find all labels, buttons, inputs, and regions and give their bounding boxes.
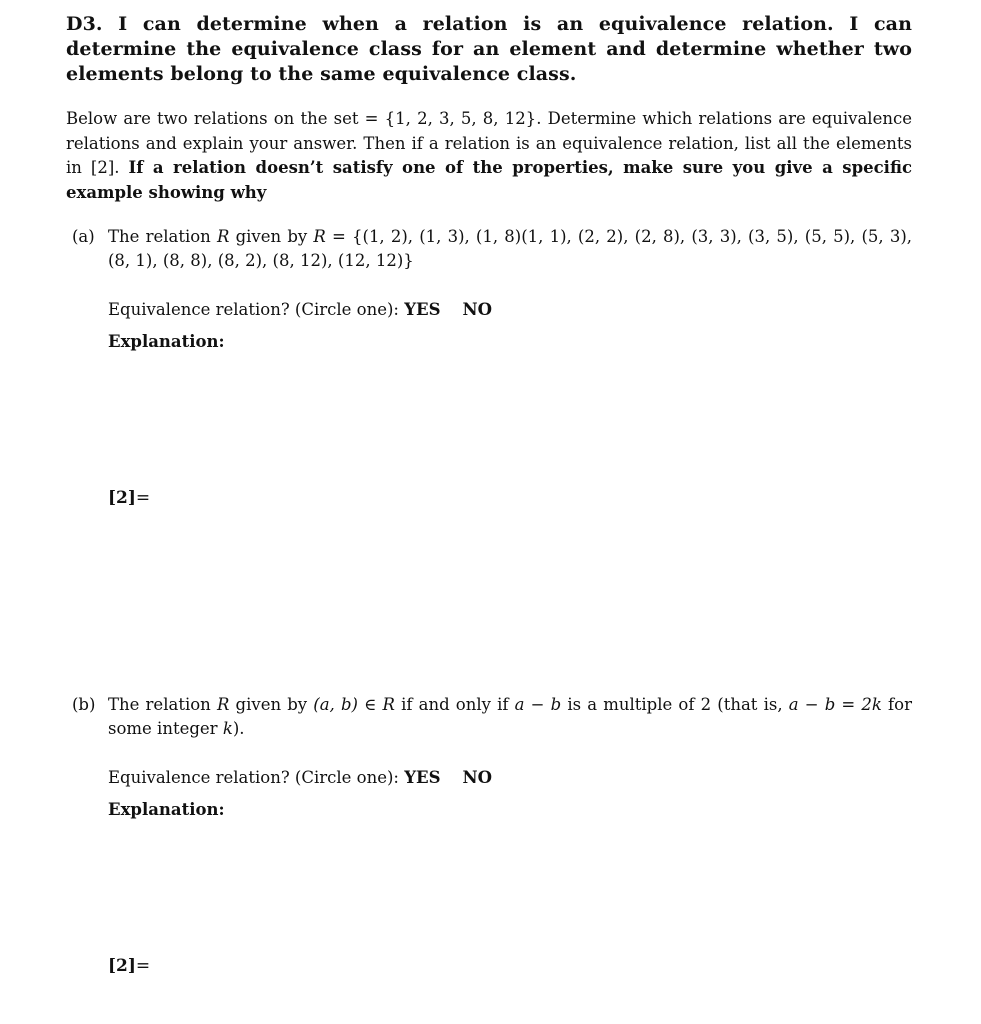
instructions-text-1: Below are two relations on the set = [66, 109, 385, 128]
part-a-eqclass-label: [2] [108, 488, 136, 508]
part-a-var-r2: R [313, 227, 326, 246]
part-b-pair: (a, b) [313, 695, 358, 714]
part-b-statement [108, 693, 912, 741]
part-b-prompt-text: Equivalence relation? (Circle one): [108, 768, 405, 787]
instructions-bold-note: If a relation doesn’t satisfy one of the properties, make sure you give a specific example showing why [66, 158, 912, 202]
part-b-equivalence-class [108, 954, 150, 978]
set-definition: {1, 2, 3, 5, 8, 12} [384, 109, 537, 128]
problem-heading: D3. I can determine when a relation is an equivalence relation. I can determine the equivalence class for an element and determine whether two elements belong to the same equivalence class. [66, 13, 912, 85]
part-b-text-mult: is a multiple of 2 (that is, [561, 695, 789, 714]
problem-instructions [66, 107, 912, 205]
part-b-label: (b) [72, 695, 96, 714]
part-a-circle-prompt [108, 298, 492, 322]
part-b-yes-option[interactable]: YES [404, 768, 441, 787]
part-a-var-r: R [216, 227, 230, 246]
part-b-no-option[interactable]: NO [462, 768, 492, 787]
part-a-eqclass-equals: = [135, 488, 151, 508]
part-a-explanation-label: Explanation: [108, 332, 225, 351]
part-a-no-option[interactable]: NO [462, 300, 492, 319]
part-b-text-for: for some integer [108, 695, 912, 738]
part-a-prompt-text: Equivalence relation? (Circle one): [108, 300, 405, 319]
part-a-yes-option[interactable]: YES [404, 300, 441, 319]
part-b-var-r2: R [382, 695, 395, 714]
part-b-text-iff: if and only if [394, 695, 515, 714]
part-b-var-r: R [216, 695, 230, 714]
part-b-text-pre: The relation [108, 695, 217, 714]
part-a-text-pre: The relation [108, 227, 217, 246]
part-a-relation-set: = {(1, 2), (1, 3), (1, 8)(1, 1), (2, 2), (2, 8), (3, 3), (3, 5), (5, 5), (5, 3), (8, 1), (8, 8), (8, 2), (8, 12), (12, 12)} [108, 227, 913, 270]
part-b-var-k: k [222, 719, 233, 738]
part-b-circle-prompt [108, 766, 492, 790]
instructions-text-2: . Determine which relations are equivalence relations and explain your answer. Then if a relation is an equivalence relation, list all the elements in [2]. [66, 109, 912, 177]
part-b-explanation-label: Explanation: [108, 800, 225, 819]
part-a-equivalence-class [108, 486, 150, 510]
part-a-statement [108, 225, 912, 273]
part-b-diff: a − b [514, 695, 562, 714]
part-a-text-mid: given by [229, 227, 314, 246]
part-b-eqclass-label: [2] [108, 956, 136, 976]
part-b-text-mid: given by [229, 695, 314, 714]
part-b-eq: a − b = 2k [788, 695, 882, 714]
part-b-elem: ∈ [357, 695, 383, 714]
part-a-label: (a) [72, 227, 95, 246]
part-b-text-end: ). [232, 719, 245, 738]
part-b-eqclass-equals: = [135, 956, 151, 976]
